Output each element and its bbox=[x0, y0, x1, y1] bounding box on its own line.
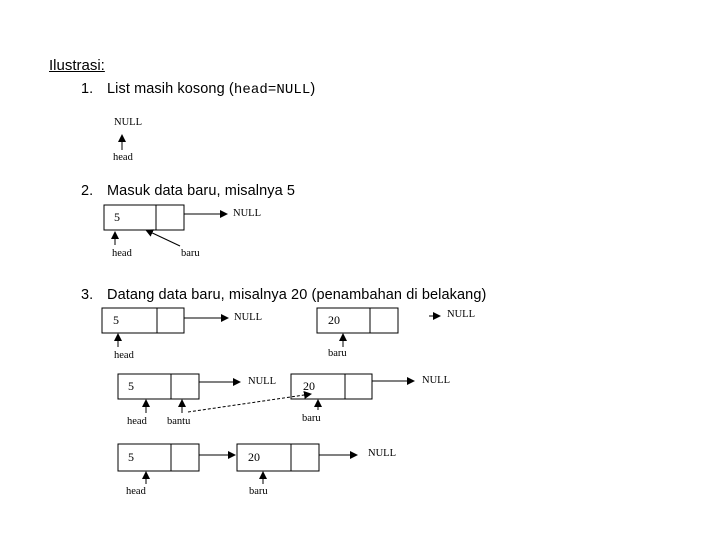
node-20-value-3c: 20 bbox=[248, 450, 260, 464]
baru-label-2: baru bbox=[181, 248, 200, 259]
step-2-text: Masuk data baru, misalnya 5 bbox=[107, 183, 296, 199]
node-5-data-cell-2 bbox=[104, 205, 156, 230]
node-5-data-cell-3a bbox=[102, 308, 157, 333]
null-label-3b-1: NULL bbox=[248, 376, 276, 387]
head-label-1: head bbox=[113, 152, 133, 163]
node-5-next-cell-3c bbox=[171, 444, 199, 471]
null-label-2: NULL bbox=[233, 208, 261, 219]
null-label-3a-2: NULL bbox=[447, 309, 475, 320]
step-3-number: 3. bbox=[81, 287, 94, 303]
step-1-label: List masih kosong ( bbox=[107, 81, 234, 97]
baru-label-3a: baru bbox=[328, 348, 347, 359]
link-dashed-arrow-3b bbox=[188, 394, 311, 412]
baru-label-3b: baru bbox=[302, 413, 321, 424]
step-2-number: 2. bbox=[81, 183, 94, 199]
bantu-label-3b: bantu bbox=[167, 416, 191, 427]
node-5-next-cell-2 bbox=[156, 205, 184, 230]
node-5-value-3b: 5 bbox=[128, 379, 134, 393]
head-label-3c: head bbox=[126, 486, 146, 497]
baru-label-3c: baru bbox=[249, 486, 268, 497]
node-20-value-3b: 20 bbox=[303, 379, 315, 393]
node-5-next-cell-3a bbox=[157, 308, 184, 333]
node-5-value-3c: 5 bbox=[128, 450, 134, 464]
node-5-data-cell-3b bbox=[118, 374, 171, 399]
node-5-data-cell-3c bbox=[118, 444, 171, 471]
head-label-2: head bbox=[112, 248, 132, 259]
baru-arrow-2 bbox=[146, 230, 180, 246]
step-1-code: head=NULL bbox=[233, 82, 311, 98]
node-20-data-cell-3a bbox=[317, 308, 370, 333]
node-20-value-3a: 20 bbox=[328, 313, 340, 327]
head-label-3b: head bbox=[127, 416, 147, 427]
node-5-value-3a: 5 bbox=[113, 313, 119, 327]
null-label-3c: NULL bbox=[368, 448, 396, 459]
node-5-next-cell-3b bbox=[171, 374, 199, 399]
head-label-3a: head bbox=[114, 350, 134, 361]
node-20-next-cell-3b bbox=[345, 374, 372, 399]
step-1-close: ) bbox=[310, 81, 316, 97]
node-20-next-cell-3a bbox=[370, 308, 398, 333]
heading: Ilustrasi: bbox=[49, 57, 105, 74]
step-1-number: 1. bbox=[81, 81, 94, 97]
node-5-value-2: 5 bbox=[114, 210, 120, 224]
node-20-data-cell-3c bbox=[237, 444, 291, 471]
null-label-3a-1: NULL bbox=[234, 312, 262, 323]
null-label-1: NULL bbox=[114, 117, 142, 128]
null-label-3b-2: NULL bbox=[422, 375, 450, 386]
step-3-text: Datang data baru, misalnya 20 (penambahan di belakang) bbox=[107, 287, 487, 303]
node-20-next-cell-3c bbox=[291, 444, 319, 471]
